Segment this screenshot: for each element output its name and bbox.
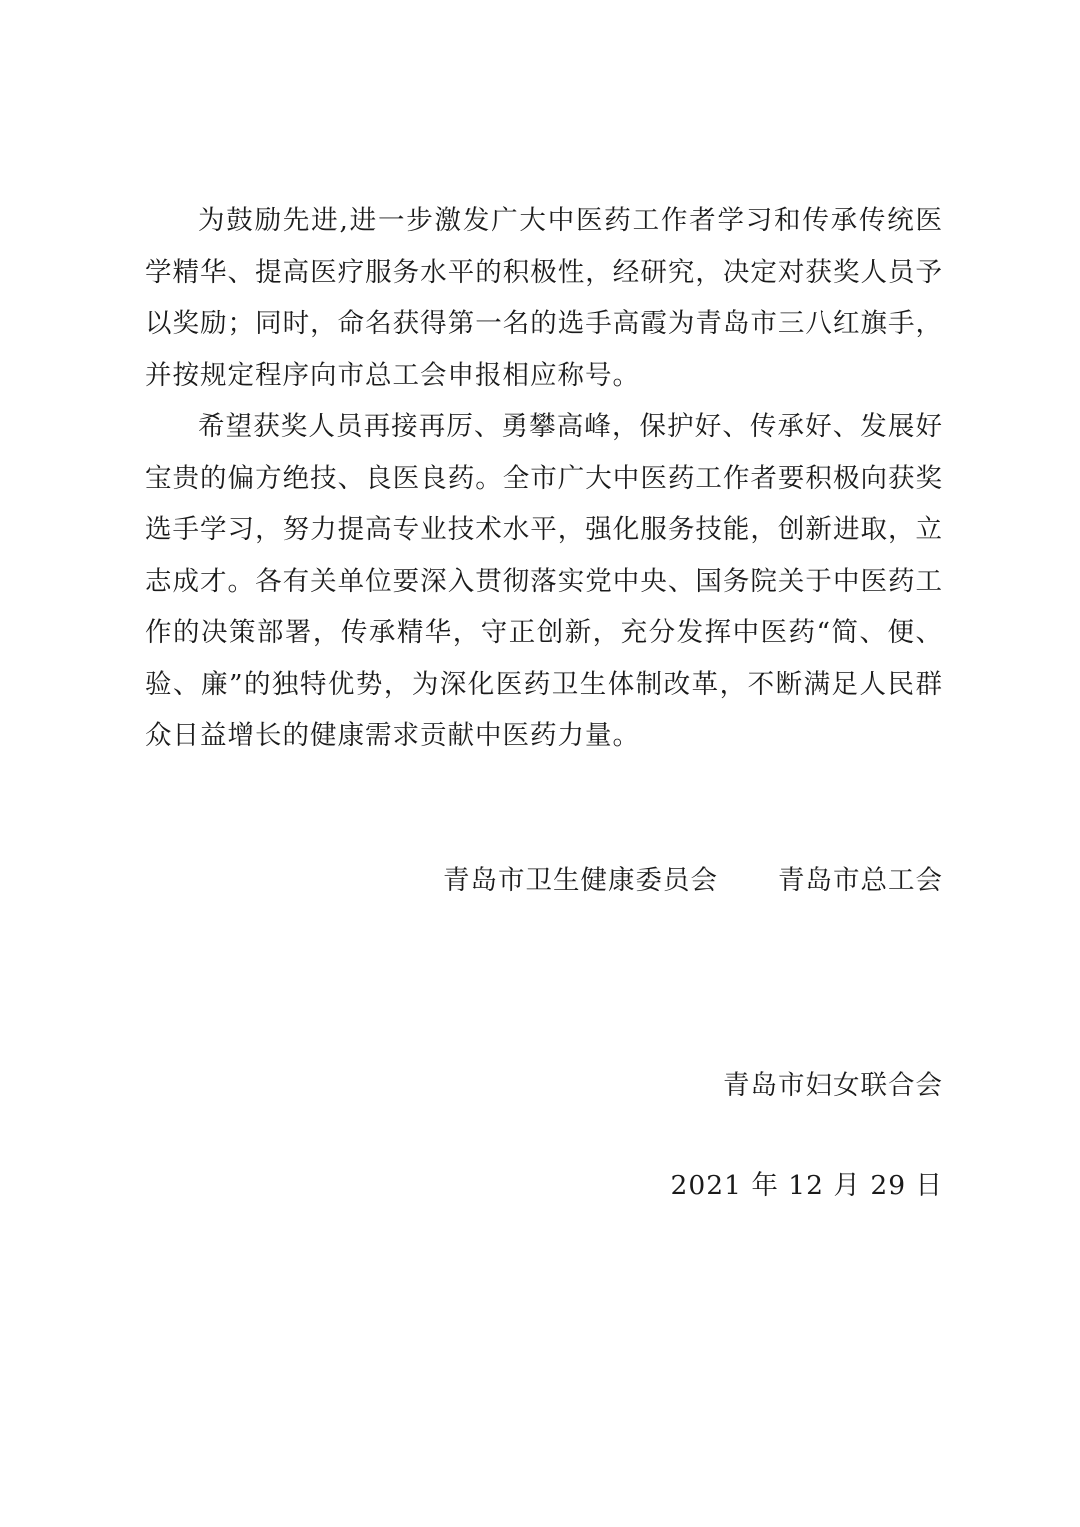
paragraph-1: 为鼓励先进,进一步激发广大中医药工作者学习和传承传统医学精华、提高医疗服务水平的积极性，经研究，决定对获奖人员予以奖励；同时，命名获得第一名的选手高霞为青岛市三八红旗手，并按规定程序向市总工会申报相应称号。 [145, 205, 943, 391]
signatory-womens-federation: 青岛市妇女联合会 [723, 1070, 943, 1101]
document-date: 2021 年 12 月 29 日 [670, 1170, 943, 1201]
paragraph-2: 希望获奖人员再接再厉、勇攀高峰，保护好、传承好、发展好宝贵的偏方绝技、良医良药。全市广大中医药工作者要积极向获奖选手学习，努力提高专业技术水平，强化服务技能，创新进取，立志成才。各有关单位要深入贯彻落实党中央、国务院关于中医药工作的决策部署，传承精华，守正创新，充分发挥中医药“简、便、验、廉”的独特优势，为深化医药卫生体制改革，不断满足人民群众日益增长的健康需求贡献中医药力量。 [145, 411, 943, 751]
signatory-health-commission: 青岛市卫生健康委员会 [443, 865, 718, 896]
signatory-trade-union: 青岛市总工会 [778, 865, 943, 896]
signatory-line [443, 855, 943, 907]
document-body [145, 195, 943, 762]
